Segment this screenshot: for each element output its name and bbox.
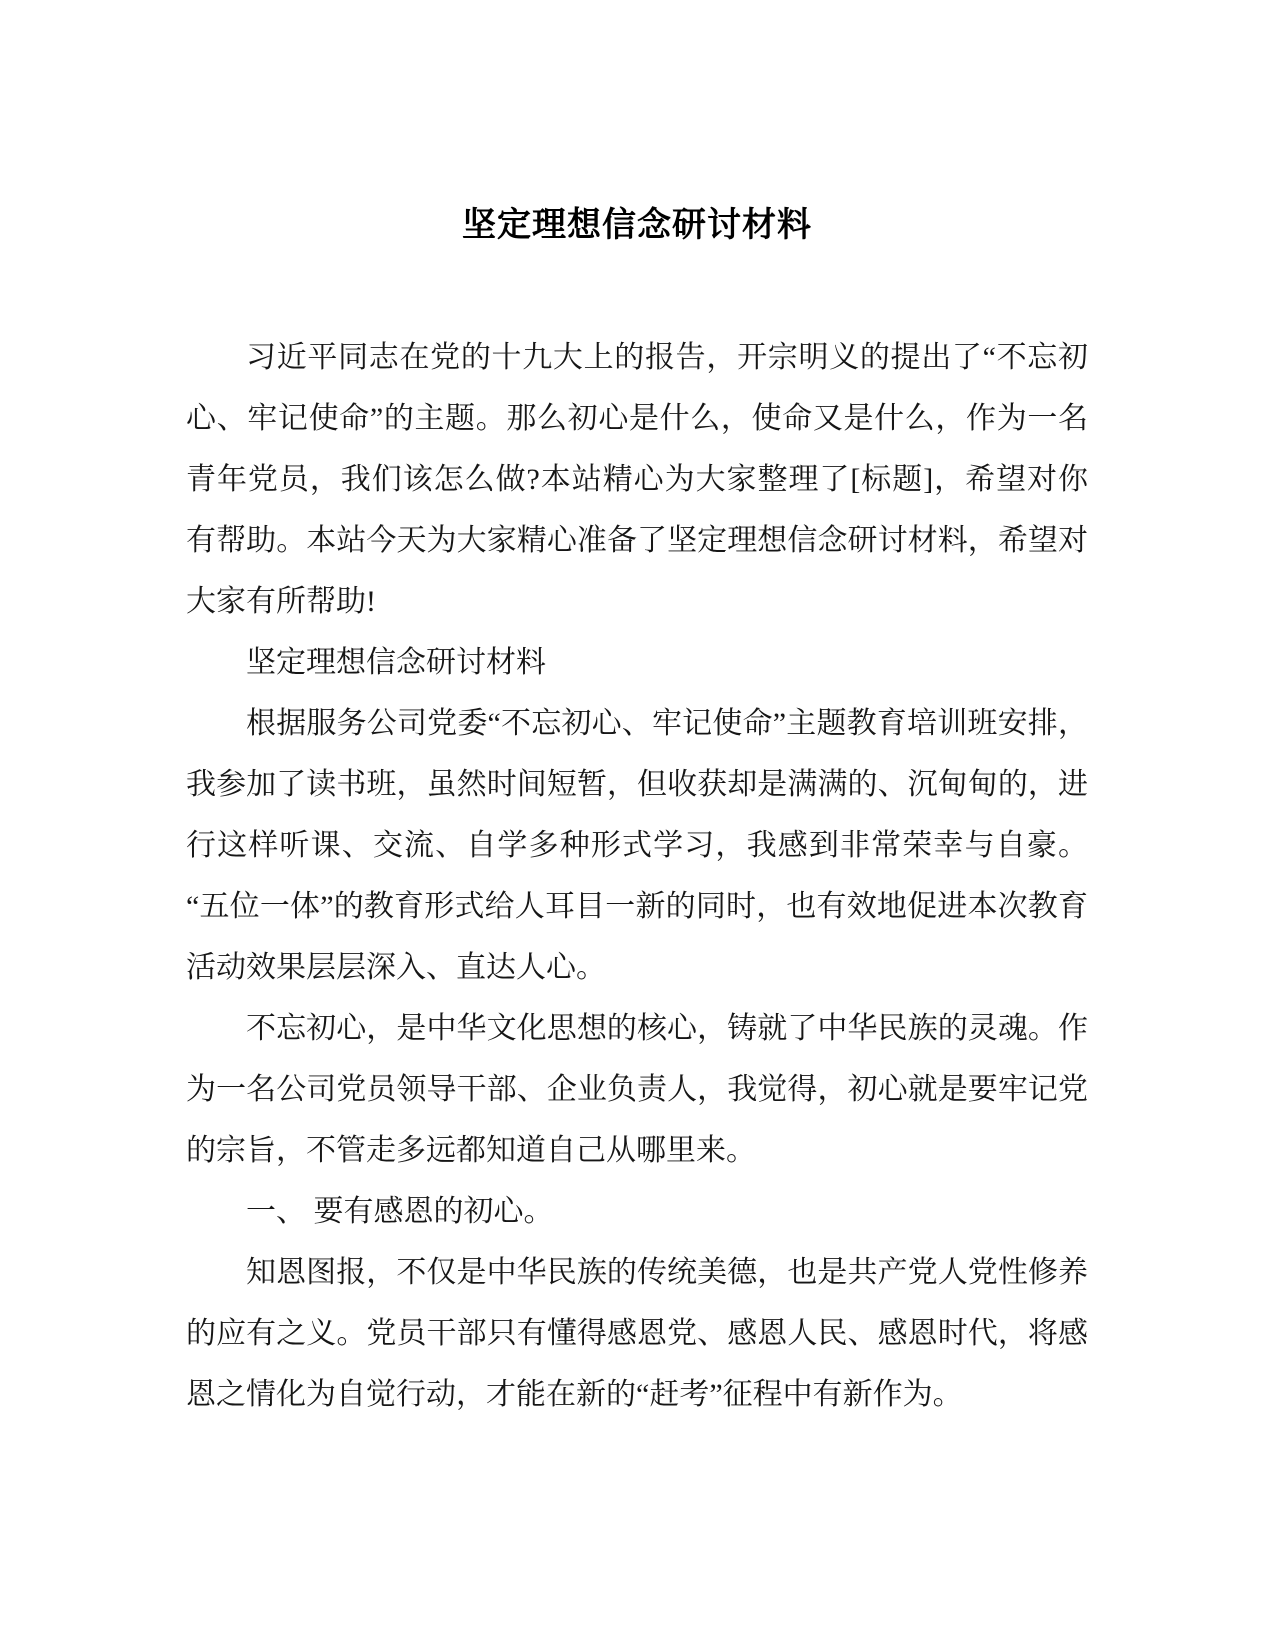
paragraph-original-aspiration: 不忘初心，是中华文化思想的核心，铸就了中华民族的灵魂。作为一名公司党员领导干部、企业负责人，我觉得，初心就是要牢记党的宗旨，不管走多远都知道自己从哪里来。 [186, 1012, 1088, 1167]
paragraph-training-class: 根据服务公司党委“不忘初心、牢记使命”主题教育培训班安排，我参加了读书班，虽然时间短暂，但收获却是满满的、沉甸甸的，进行这样听课、交流、自学多种形式学习，我感到非常荣幸与自豪。“五位一体”的教育形式给人耳目一新的同时，也有效地促进本次教育活动效果层层深入、直达人心。 [186, 707, 1088, 984]
document-title: 坚定理想信念研讨材料 [462, 206, 812, 244]
paragraph-subtitle: 坚定理想信念研讨材料 [246, 646, 546, 679]
paragraph-heading-one: 一、 要有感恩的初心。 [246, 1195, 554, 1228]
document-body [186, 327, 1088, 1425]
paragraph-gratitude: 知恩图报，不仅是中华民族的传统美德，也是共产党人党性修养的应有之义。党员干部只有懂得感恩党、感恩人民、感恩时代，将感恩之情化为自觉行动，才能在新的“赶考”征程中有新作为。 [186, 1256, 1088, 1411]
paragraph-intro: 习近平同志在党的十九大上的报告，开宗明义的提出了“不忘初心、牢记使命”的主题。那么初心是什么，使命又是什么，作为一名青年党员，我们该怎么做?本站精心为大家整理了[标题]，希望对你有帮助。本站今天为大家精心准备了坚定理想信念研讨材料，希望对大家有所帮助! [186, 341, 1088, 618]
